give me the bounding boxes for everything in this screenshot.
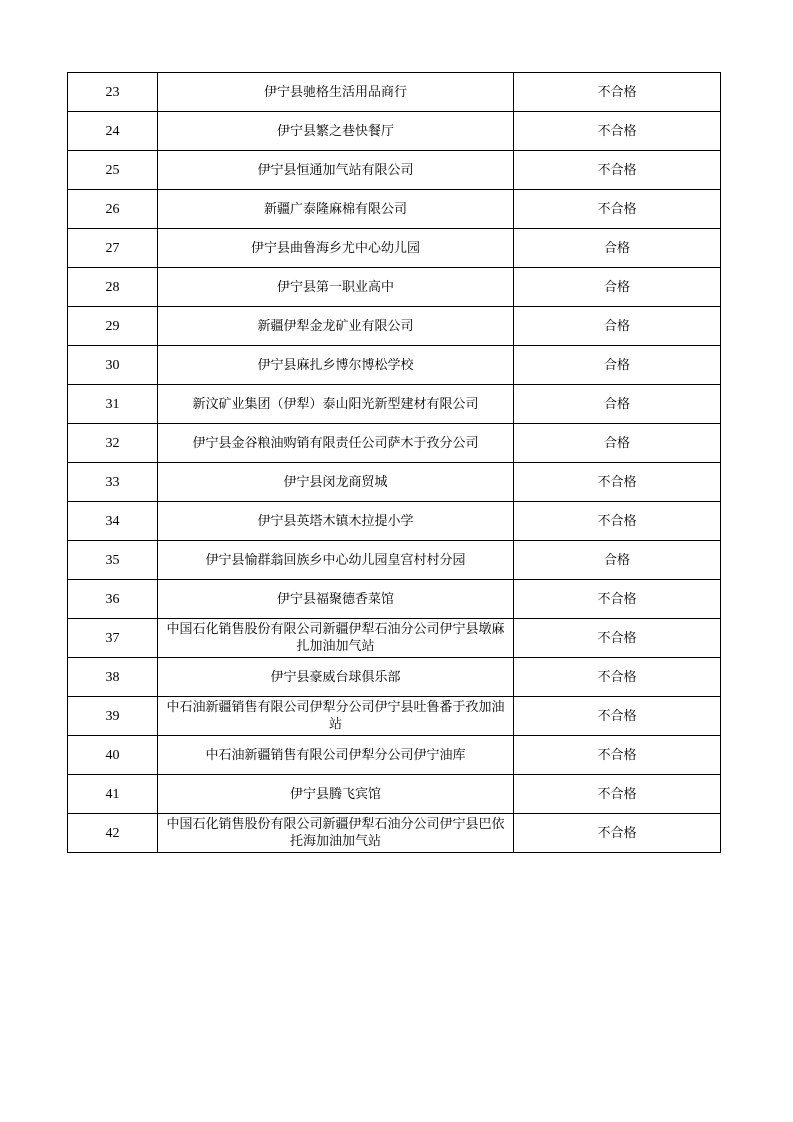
inspection-result: 合格 (514, 307, 721, 346)
company-name: 伊宁县英塔木镇木拉提小学 (158, 502, 514, 541)
row-number: 36 (68, 580, 158, 619)
table-row (68, 775, 721, 814)
table-body (68, 73, 721, 853)
inspection-result: 合格 (514, 385, 721, 424)
inspection-result: 不合格 (514, 112, 721, 151)
row-number: 37 (68, 619, 158, 658)
row-number: 39 (68, 697, 158, 736)
company-name: 新汶矿业集团（伊犁）泰山阳光新型建材有限公司 (158, 385, 514, 424)
inspection-result: 不合格 (514, 463, 721, 502)
row-number: 29 (68, 307, 158, 346)
row-number: 34 (68, 502, 158, 541)
row-number: 41 (68, 775, 158, 814)
company-name: 伊宁县繁之巷快餐厅 (158, 112, 514, 151)
inspection-results-table (67, 72, 721, 853)
inspection-result: 合格 (514, 541, 721, 580)
inspection-result: 不合格 (514, 73, 721, 112)
inspection-result: 不合格 (514, 736, 721, 775)
company-name: 新疆广泰隆麻棉有限公司 (158, 190, 514, 229)
company-name: 伊宁县驰格生活用品商行 (158, 73, 514, 112)
row-number: 40 (68, 736, 158, 775)
table-row (68, 619, 721, 658)
inspection-result: 合格 (514, 346, 721, 385)
table-row (68, 112, 721, 151)
row-number: 35 (68, 541, 158, 580)
row-number: 31 (68, 385, 158, 424)
table-row (68, 658, 721, 697)
table-row (68, 73, 721, 112)
company-name: 伊宁县愉群翁回族乡中心幼儿园皇宫村村分园 (158, 541, 514, 580)
company-name: 伊宁县腾飞宾馆 (158, 775, 514, 814)
row-number: 23 (68, 73, 158, 112)
table-row (68, 307, 721, 346)
inspection-result: 不合格 (514, 697, 721, 736)
company-name: 中石油新疆销售有限公司伊犁分公司伊宁油库 (158, 736, 514, 775)
table-row (68, 463, 721, 502)
row-number: 33 (68, 463, 158, 502)
row-number: 30 (68, 346, 158, 385)
inspection-result: 不合格 (514, 775, 721, 814)
table-row (68, 229, 721, 268)
company-name: 新疆伊犁金龙矿业有限公司 (158, 307, 514, 346)
inspection-result: 不合格 (514, 580, 721, 619)
inspection-result: 合格 (514, 424, 721, 463)
table-row (68, 424, 721, 463)
table-row (68, 268, 721, 307)
inspection-result: 不合格 (514, 190, 721, 229)
inspection-result: 不合格 (514, 658, 721, 697)
row-number: 24 (68, 112, 158, 151)
company-name: 中国石化销售股份有限公司新疆伊犁石油分公司伊宁县墩麻扎加油加气站 (158, 619, 514, 658)
company-name: 伊宁县恒通加气站有限公司 (158, 151, 514, 190)
inspection-result: 合格 (514, 229, 721, 268)
row-number: 42 (68, 814, 158, 853)
row-number: 32 (68, 424, 158, 463)
table-row (68, 385, 721, 424)
company-name: 伊宁县麻扎乡博尔博松学校 (158, 346, 514, 385)
company-name: 伊宁县福聚德香菜馆 (158, 580, 514, 619)
table-row (68, 697, 721, 736)
company-name: 中石油新疆销售有限公司伊犁分公司伊宁县吐鲁番于孜加油站 (158, 697, 514, 736)
table-row (68, 502, 721, 541)
company-name: 中国石化销售股份有限公司新疆伊犁石油分公司伊宁县巴依托海加油加气站 (158, 814, 514, 853)
inspection-result: 合格 (514, 268, 721, 307)
company-name: 伊宁县豪威台球俱乐部 (158, 658, 514, 697)
company-name: 伊宁县金谷粮油购销有限责任公司萨木于孜分公司 (158, 424, 514, 463)
table-row (68, 190, 721, 229)
inspection-result: 不合格 (514, 502, 721, 541)
row-number: 28 (68, 268, 158, 307)
row-number: 27 (68, 229, 158, 268)
row-number: 26 (68, 190, 158, 229)
table-row (68, 346, 721, 385)
table-row (68, 541, 721, 580)
inspection-result: 不合格 (514, 151, 721, 190)
row-number: 38 (68, 658, 158, 697)
company-name: 伊宁县第一职业高中 (158, 268, 514, 307)
table-row (68, 736, 721, 775)
company-name: 伊宁县曲鲁海乡尤中心幼儿园 (158, 229, 514, 268)
row-number: 25 (68, 151, 158, 190)
table-row (68, 151, 721, 190)
inspection-result: 不合格 (514, 619, 721, 658)
table-row (68, 580, 721, 619)
table-row (68, 814, 721, 853)
inspection-result: 不合格 (514, 814, 721, 853)
company-name: 伊宁县闵龙商贸城 (158, 463, 514, 502)
